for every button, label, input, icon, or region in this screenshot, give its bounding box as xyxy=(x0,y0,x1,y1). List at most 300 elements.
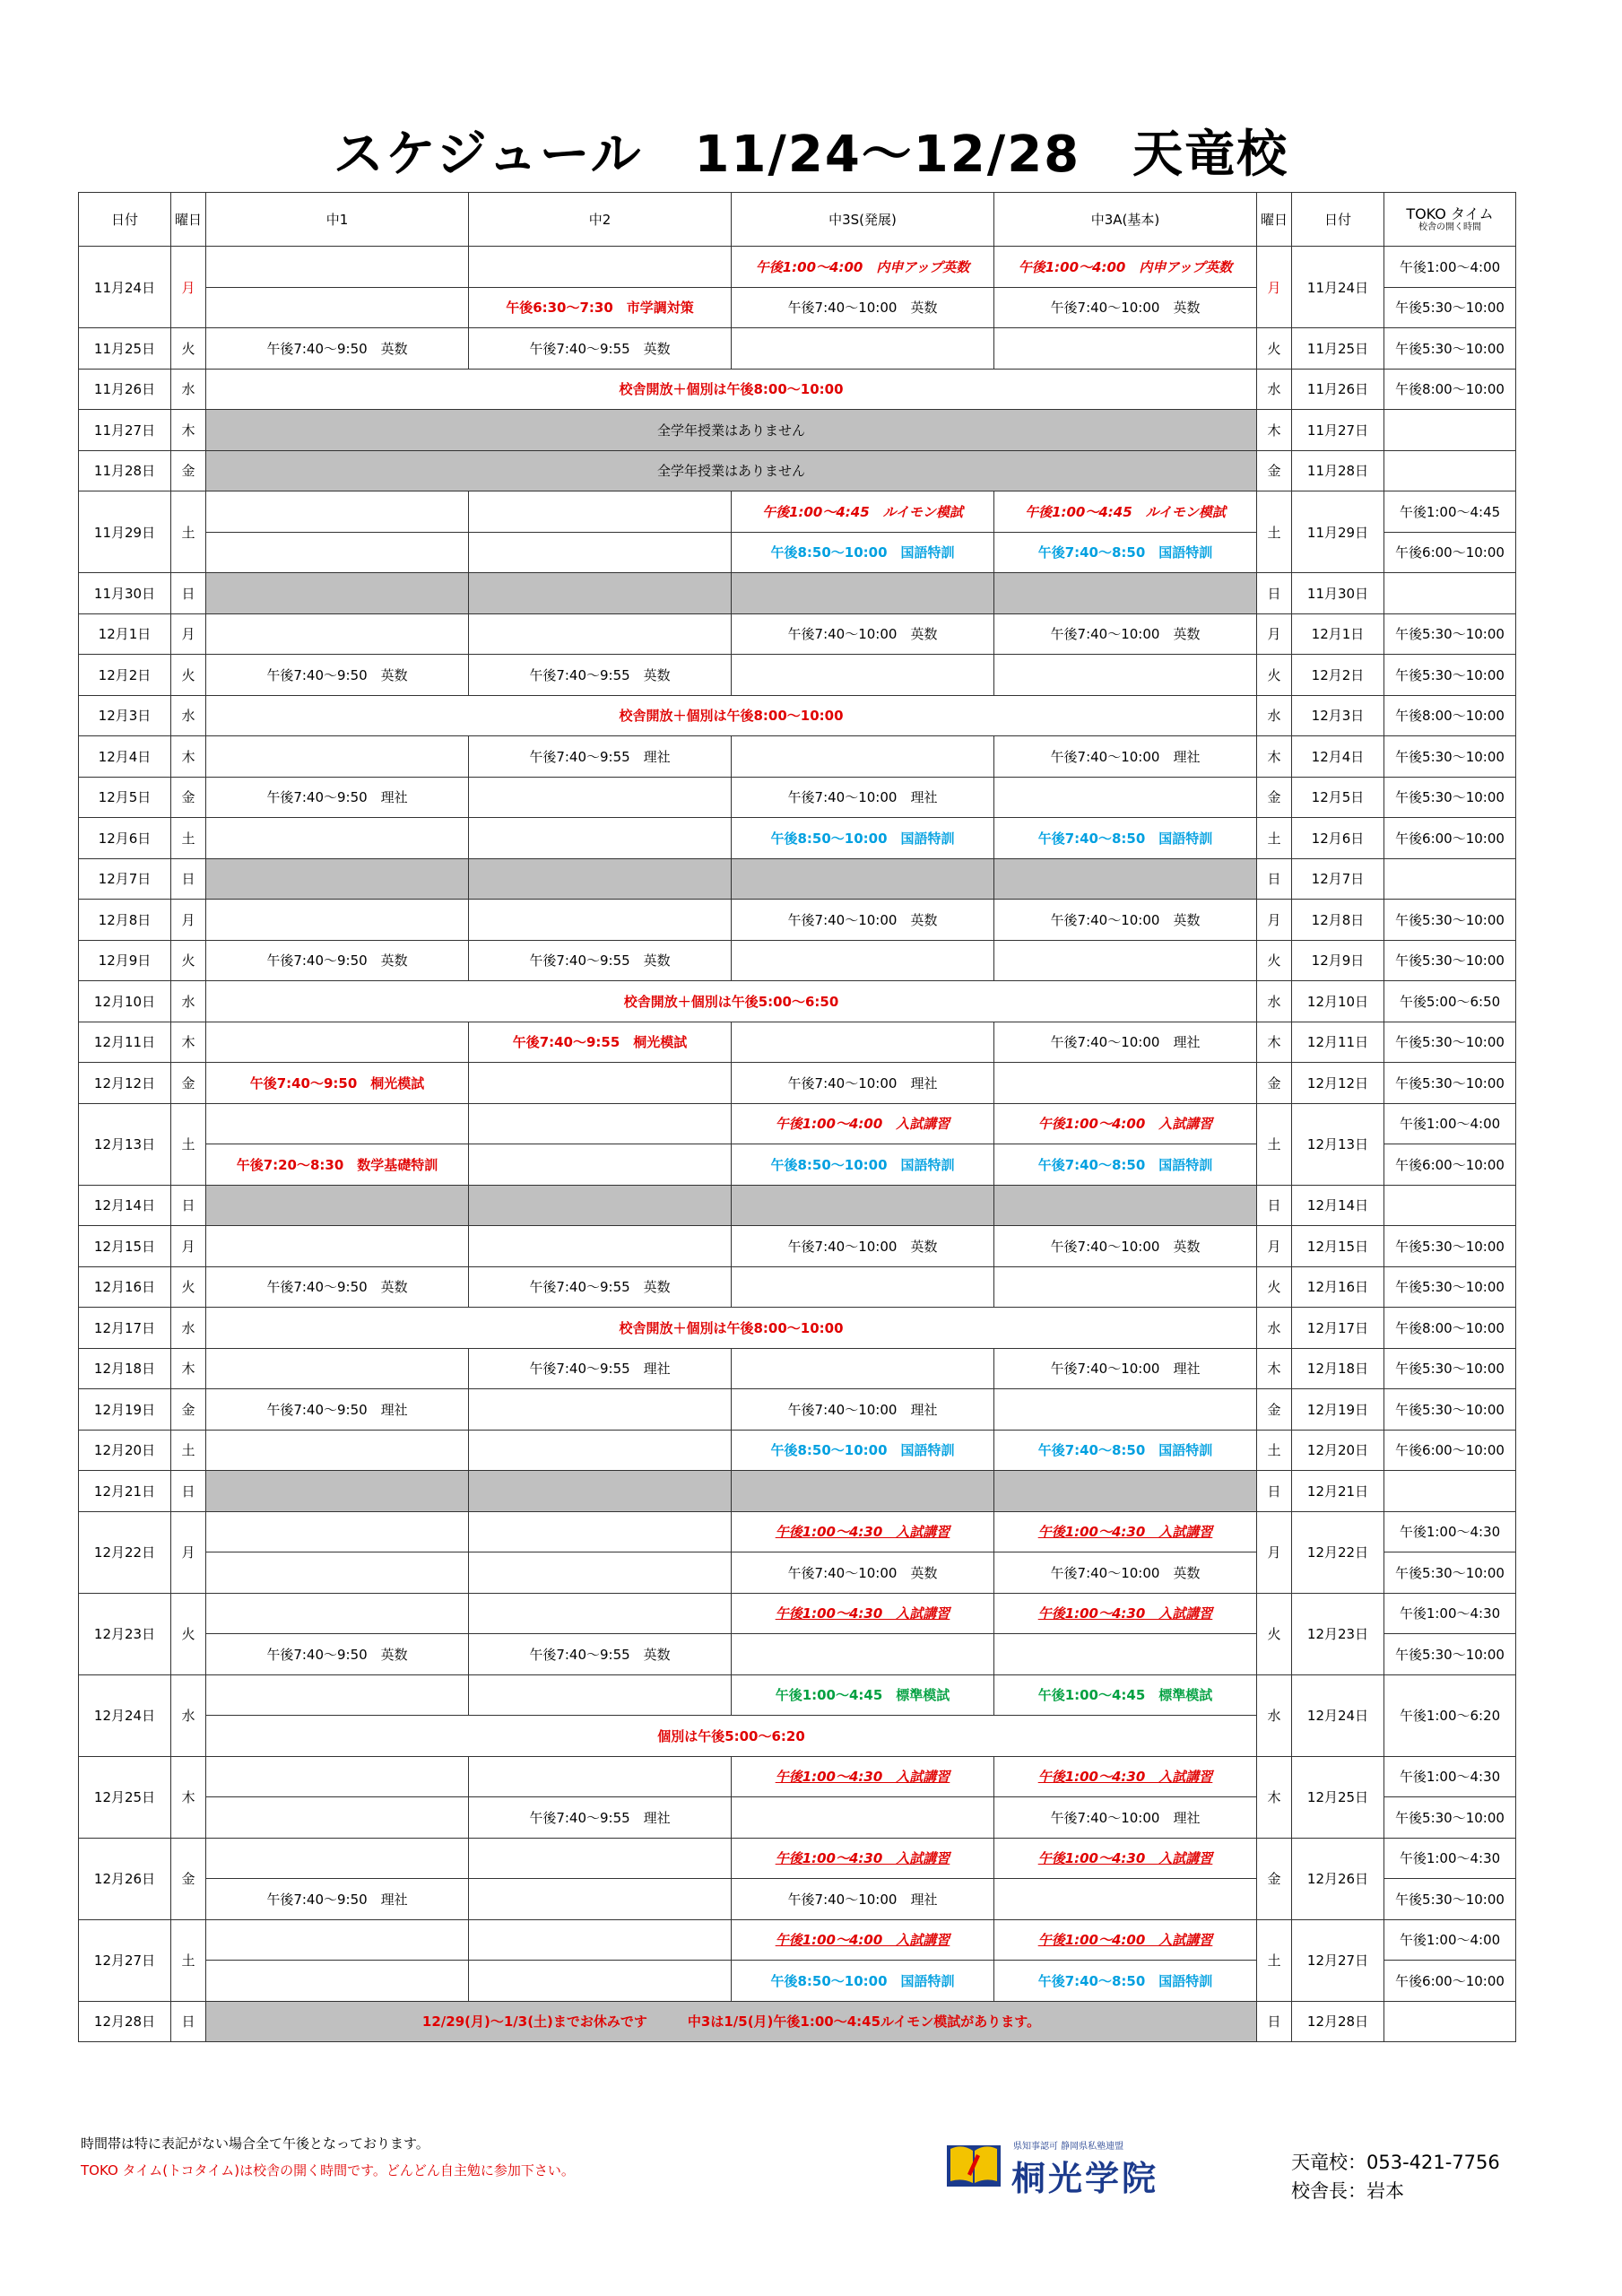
table-row xyxy=(79,613,1516,655)
date-cell: 11月25日 xyxy=(79,328,171,370)
weekday-cell: 水 xyxy=(171,1674,206,1756)
class-cell-grade3s xyxy=(732,655,994,696)
table-row xyxy=(79,1838,1516,1879)
toko-time-cell: 午後5:30〜10:00 xyxy=(1384,1389,1516,1431)
class-cell-grade2 xyxy=(469,328,732,370)
cell-text: 午後1:00〜4:00 内申アップ英数 xyxy=(1018,258,1233,275)
toko-time-cell: 午後1:00〜4:45 xyxy=(1384,491,1516,533)
class-cell-grade3s xyxy=(732,1389,994,1431)
class-cell-grade1 xyxy=(206,287,469,328)
weekday-cell: 水 xyxy=(171,695,206,736)
class-cell-grade1 xyxy=(206,1552,469,1594)
cell-text: 午後1:00〜4:30 入試講習 xyxy=(1037,1605,1213,1622)
class-cell-grade3a xyxy=(994,1593,1257,1634)
logo-tagline: 県知事認可 静岡県私塾連盟 xyxy=(1013,2142,1124,2152)
cell-text: 午後7:40〜10:00 英数 xyxy=(787,626,938,643)
class-cell-grade1 xyxy=(206,1756,469,1797)
toko-time-cell: 午後1:00〜4:30 xyxy=(1384,1511,1516,1552)
class-cell-grade1 xyxy=(206,613,469,655)
class-cell-grade1 xyxy=(206,1879,469,1920)
class-cell-grade3s xyxy=(732,1063,994,1104)
toko-time-cell: 午後8:00〜10:00 xyxy=(1384,369,1516,410)
weekday-cell: 火 xyxy=(171,1266,206,1308)
cell-text: 校舎開放＋個別は午後8:00〜10:00 xyxy=(619,708,844,725)
class-cell-grade3s xyxy=(732,1511,994,1552)
cell-text: 午後1:00〜4:30 入試講習 xyxy=(775,1769,950,1786)
class-cell-grade2 xyxy=(469,1266,732,1308)
class-cell-grade3s xyxy=(732,573,994,614)
class-cell-grade1 xyxy=(206,573,469,614)
toko-time-cell: 午後5:30〜10:00 xyxy=(1384,1552,1516,1594)
weekday-cell: 水 xyxy=(171,369,206,410)
weekday-cell-right: 木 xyxy=(1257,1348,1292,1389)
date-cell: 12月27日 xyxy=(79,1919,171,2001)
toko-time-cell: 午後5:30〜10:00 xyxy=(1384,655,1516,696)
weekday-cell-right: 金 xyxy=(1257,1063,1292,1104)
class-cell-grade2 xyxy=(469,1348,732,1389)
date-cell: 11月26日 xyxy=(79,369,171,410)
class-cell-grade1 xyxy=(206,491,469,533)
weekday-cell: 月 xyxy=(171,1226,206,1267)
date-cell: 11月30日 xyxy=(79,573,171,614)
date-cell-right: 12月17日 xyxy=(1292,1308,1384,1349)
class-cell-grade2 xyxy=(469,573,732,614)
class-cell-grade1 xyxy=(206,777,469,818)
date-cell-right: 11月25日 xyxy=(1292,328,1384,370)
class-cell-grade2 xyxy=(469,1185,732,1226)
toko-time-cell: 午後5:30〜10:00 xyxy=(1384,940,1516,981)
table-row xyxy=(79,410,1516,451)
toko-time-cell: 午後5:30〜10:00 xyxy=(1384,736,1516,778)
class-cell-grade1 xyxy=(206,1266,469,1308)
schedule-table xyxy=(78,192,1516,2042)
class-cell-grade3a xyxy=(994,736,1257,778)
table-row xyxy=(79,818,1516,859)
date-cell: 12月28日 xyxy=(79,2001,171,2042)
class-cell-grade1 xyxy=(206,1919,469,1961)
cell-text: 午後7:40〜9:55 英数 xyxy=(529,340,671,357)
weekday-cell: 月 xyxy=(171,613,206,655)
class-cell-grade3s xyxy=(732,1593,994,1634)
class-cell-grade3s xyxy=(732,736,994,778)
table-row xyxy=(79,328,1516,370)
cell-text: 午後1:00〜4:30 入試講習 xyxy=(775,1524,950,1541)
toko-title: TOKO タイム xyxy=(1406,204,1494,222)
class-cell-grade3s xyxy=(732,1797,994,1839)
date-cell-right: 11月30日 xyxy=(1292,573,1384,614)
date-cell: 12月17日 xyxy=(79,1308,171,1349)
date-cell-right: 12月13日 xyxy=(1292,1103,1384,1185)
toko-time-cell: 午後5:30〜10:00 xyxy=(1384,1348,1516,1389)
date-cell: 11月27日 xyxy=(79,410,171,451)
header-dow-right: 曜日 xyxy=(1257,193,1292,247)
toko-subtitle: 校舎の開く時間 xyxy=(1418,222,1481,232)
cell-text: 午後7:40〜10:00 英数 xyxy=(787,1238,938,1255)
class-cell-grade1 xyxy=(206,858,469,900)
toko-time-cell: 午後5:30〜10:00 xyxy=(1384,1022,1516,1063)
cell-text: 午後1:00〜4:30 入試講習 xyxy=(1037,1524,1213,1541)
class-cell-grade3a xyxy=(994,532,1257,573)
weekday-cell: 土 xyxy=(171,1430,206,1471)
table-row xyxy=(79,1919,1516,1961)
weekday-cell: 金 xyxy=(171,1389,206,1431)
toko-time-cell: 午後1:00〜6:20 xyxy=(1384,1674,1516,1756)
weekday-cell: 日 xyxy=(171,573,206,614)
date-cell-right: 12月5日 xyxy=(1292,777,1384,818)
cell-text: 校舎開放＋個別は午後8:00〜10:00 xyxy=(619,1319,844,1336)
contact-info xyxy=(1291,2148,1500,2205)
class-cell-grade2 xyxy=(469,1144,732,1186)
cell-text: 午後7:40〜9:50 理社 xyxy=(266,789,408,806)
class-cell-grade3a xyxy=(994,247,1257,288)
full-width-cell xyxy=(206,2001,1257,2042)
cell-text: 午後1:00〜4:00 入試講習 xyxy=(775,1932,950,1949)
date-cell: 12月25日 xyxy=(79,1756,171,1838)
toko-time-cell: 午後1:00〜4:00 xyxy=(1384,1919,1516,1961)
class-cell-grade1 xyxy=(206,900,469,941)
date-cell-right: 11月28日 xyxy=(1292,450,1384,491)
cell-text: 午後1:00〜4:45 ルイモン模試 xyxy=(762,503,963,520)
date-cell: 12月12日 xyxy=(79,1063,171,1104)
weekday-cell-right: 土 xyxy=(1257,491,1292,573)
weekday-cell: 木 xyxy=(171,1756,206,1838)
cell-text: 午後1:00〜4:45 標準模試 xyxy=(775,1687,950,1704)
full-width-cell xyxy=(206,410,1257,451)
date-cell-right: 12月11日 xyxy=(1292,1022,1384,1063)
date-cell: 12月24日 xyxy=(79,1674,171,1756)
header-row xyxy=(79,193,1516,247)
class-cell-grade3a xyxy=(994,1919,1257,1961)
weekday-cell: 日 xyxy=(171,1471,206,1512)
weekday-cell-right: 土 xyxy=(1257,1919,1292,2001)
weekday-cell-right: 水 xyxy=(1257,695,1292,736)
date-cell: 12月20日 xyxy=(79,1430,171,1471)
weekday-cell: 日 xyxy=(171,2001,206,2042)
class-cell-grade3s xyxy=(732,1552,994,1594)
cell-text: 午後7:40〜10:00 英数 xyxy=(787,911,938,928)
table-row xyxy=(79,1756,1516,1797)
class-cell-grade3s xyxy=(732,1838,994,1879)
table-row xyxy=(79,1226,1516,1267)
class-cell-grade3a xyxy=(994,1511,1257,1552)
full-width-cell xyxy=(206,369,1257,410)
date-cell: 12月15日 xyxy=(79,1226,171,1267)
date-cell: 12月26日 xyxy=(79,1838,171,1919)
class-cell-grade3a xyxy=(994,1063,1257,1104)
class-cell-grade3s xyxy=(732,1634,994,1675)
class-cell-grade1 xyxy=(206,818,469,859)
toko-time-cell: 午後1:00〜4:30 xyxy=(1384,1838,1516,1879)
class-cell-grade2 xyxy=(469,1022,732,1063)
class-cell-grade1 xyxy=(206,1471,469,1512)
cell-text: 午後8:50〜10:00 国語特訓 xyxy=(770,1972,955,1989)
cell-text: 午後7:40〜10:00 英数 xyxy=(1050,911,1201,928)
date-cell-right: 12月2日 xyxy=(1292,655,1384,696)
class-cell-grade2 xyxy=(469,1389,732,1431)
header-grade1: 中1 xyxy=(206,193,469,247)
class-cell-grade3s xyxy=(732,1756,994,1797)
class-cell-grade3s xyxy=(732,1266,994,1308)
toko-time-cell: 午後1:00〜4:30 xyxy=(1384,1756,1516,1797)
class-cell-grade2 xyxy=(469,532,732,573)
table-row xyxy=(79,1593,1516,1634)
toko-time-cell: 午後5:30〜10:00 xyxy=(1384,613,1516,655)
cell-text: 午後7:40〜9:55 理社 xyxy=(529,1809,671,1826)
date-cell-right: 12月15日 xyxy=(1292,1226,1384,1267)
weekday-cell: 金 xyxy=(171,1838,206,1919)
table-row xyxy=(79,1471,1516,1512)
class-cell-grade3a xyxy=(994,1022,1257,1063)
toko-time-cell: 午後1:00〜4:30 xyxy=(1384,1593,1516,1634)
table-row xyxy=(79,1266,1516,1308)
cell-text: 午後7:40〜9:55 英数 xyxy=(529,666,671,683)
toko-time-cell xyxy=(1384,2001,1516,2042)
class-cell-grade2 xyxy=(469,1430,732,1471)
header-dow: 曜日 xyxy=(171,193,206,247)
table-row xyxy=(79,1308,1516,1349)
cell-text: 午後8:50〜10:00 国語特訓 xyxy=(770,830,955,847)
cell-text: 午後7:40〜8:50 国語特訓 xyxy=(1037,1442,1213,1459)
cell-text: 午後1:00〜4:45 ルイモン模試 xyxy=(1025,503,1226,520)
class-cell-grade3s xyxy=(732,287,994,328)
cell-text: 午後1:00〜4:30 入試講習 xyxy=(775,1850,950,1867)
cell-text: 午後7:40〜10:00 理社 xyxy=(787,789,938,806)
class-cell-grade1 xyxy=(206,1961,469,2002)
weekday-cell: 木 xyxy=(171,736,206,778)
header-date-right: 日付 xyxy=(1292,193,1384,247)
full-width-cell xyxy=(206,450,1257,491)
date-cell-right: 12月23日 xyxy=(1292,1593,1384,1674)
cell-text: 午後1:00〜4:00 入試講習 xyxy=(1037,1932,1213,1949)
logo-name: 桐光学院 xyxy=(1011,2159,1159,2198)
cell-text: 午後1:00〜4:45 標準模試 xyxy=(1037,1687,1213,1704)
weekday-cell: 月 xyxy=(171,247,206,328)
toko-time-cell xyxy=(1384,410,1516,451)
class-cell-grade1 xyxy=(206,1838,469,1879)
cell-text: 午後7:40〜9:50 英数 xyxy=(266,1279,408,1296)
cell-text: 午後7:40〜9:50 桐光模試 xyxy=(249,1074,425,1091)
toko-time-cell: 午後5:30〜10:00 xyxy=(1384,287,1516,328)
toko-time-cell: 午後1:00〜4:00 xyxy=(1384,247,1516,288)
toko-time-cell: 午後8:00〜10:00 xyxy=(1384,695,1516,736)
cell-text: 午後7:20〜8:30 数学基礎特訓 xyxy=(236,1156,438,1173)
class-cell-grade2 xyxy=(469,491,732,533)
class-cell-grade2 xyxy=(469,900,732,941)
date-cell-right: 12月12日 xyxy=(1292,1063,1384,1104)
weekday-cell-right: 月 xyxy=(1257,247,1292,328)
date-cell: 12月6日 xyxy=(79,818,171,859)
toko-time-cell: 午後5:30〜10:00 xyxy=(1384,1879,1516,1920)
class-cell-grade3a xyxy=(994,818,1257,859)
weekday-cell-right: 火 xyxy=(1257,940,1292,981)
full-width-cell xyxy=(206,695,1257,736)
date-cell-right: 11月29日 xyxy=(1292,491,1384,573)
cell-text: 午後7:40〜9:50 理社 xyxy=(266,1891,408,1908)
toko-time-cell xyxy=(1384,450,1516,491)
cell-text: 午後7:40〜10:00 理社 xyxy=(787,1891,938,1908)
toko-time-cell: 午後5:30〜10:00 xyxy=(1384,900,1516,941)
weekday-cell-right: 月 xyxy=(1257,613,1292,655)
table-row xyxy=(79,573,1516,614)
table-row xyxy=(79,1348,1516,1389)
cell-text: 午後7:40〜9:50 理社 xyxy=(266,1401,408,1418)
page-title: スケジュール 11/24〜12/28 天竜校 xyxy=(333,126,1289,184)
class-cell-grade2 xyxy=(469,736,732,778)
table-row xyxy=(79,1022,1516,1063)
table-row xyxy=(79,940,1516,981)
toko-time-cell: 午後5:30〜10:00 xyxy=(1384,1063,1516,1104)
class-cell-grade2 xyxy=(469,858,732,900)
class-cell-grade3a xyxy=(994,1838,1257,1879)
weekday-cell: 木 xyxy=(171,410,206,451)
class-cell-grade1 xyxy=(206,1348,469,1389)
class-cell-grade2 xyxy=(469,1879,732,1920)
table-row xyxy=(79,1063,1516,1104)
date-cell-right: 12月7日 xyxy=(1292,858,1384,900)
header-grade2: 中2 xyxy=(469,193,732,247)
footer-note-toko: TOKO タイム(トコタイム)は校舎の開く時間です。どんどん自主勉に参加下さい。 xyxy=(81,2162,575,2179)
table-row xyxy=(79,2001,1516,2042)
date-cell-right: 12月25日 xyxy=(1292,1756,1384,1838)
weekday-cell-right: 木 xyxy=(1257,736,1292,778)
toko-time-cell: 午後5:30〜10:00 xyxy=(1384,1797,1516,1839)
class-cell-grade3a xyxy=(994,1103,1257,1144)
class-cell-grade3a xyxy=(994,1552,1257,1594)
class-cell-grade3s xyxy=(732,491,994,533)
table-row xyxy=(79,491,1516,533)
cell-text: 午後7:40〜9:50 英数 xyxy=(266,340,408,357)
class-cell-grade1 xyxy=(206,1674,469,1716)
weekday-cell: 日 xyxy=(171,1185,206,1226)
class-cell-grade3a xyxy=(994,1348,1257,1389)
toko-time-cell: 午後6:00〜10:00 xyxy=(1384,1144,1516,1186)
toko-time-cell: 午後5:30〜10:00 xyxy=(1384,328,1516,370)
class-cell-grade2 xyxy=(469,1797,732,1839)
cell-text: 午後7:40〜9:50 英数 xyxy=(266,666,408,683)
weekday-cell: 土 xyxy=(171,818,206,859)
weekday-cell-right: 月 xyxy=(1257,1511,1292,1593)
class-cell-grade3s xyxy=(732,858,994,900)
table-row xyxy=(79,1430,1516,1471)
table-row xyxy=(79,1103,1516,1144)
cell-text: 12/29(月)〜1/3(土)までお休みです 中3は1/5(月)午後1:00〜4:45ルイモン模試があります。 xyxy=(421,2013,1041,2031)
weekday-cell-right: 水 xyxy=(1257,1674,1292,1756)
table-row xyxy=(79,1185,1516,1226)
weekday-cell-right: 土 xyxy=(1257,1430,1292,1471)
table-row xyxy=(79,247,1516,288)
class-cell-grade3a xyxy=(994,1756,1257,1797)
class-cell-grade3a xyxy=(994,940,1257,981)
class-cell-grade3a xyxy=(994,1266,1257,1308)
class-cell-grade3s xyxy=(732,1185,994,1226)
date-cell-right: 12月16日 xyxy=(1292,1266,1384,1308)
footer-note-time: 時間帯は特に表記がない場合全て午後となっております。 xyxy=(81,2135,429,2152)
class-cell-grade3a xyxy=(994,1185,1257,1226)
date-cell-right: 11月24日 xyxy=(1292,247,1384,328)
class-cell-grade1 xyxy=(206,1511,469,1552)
cell-text: 午後7:40〜10:00 理社 xyxy=(1050,748,1201,765)
class-cell-grade3s xyxy=(732,940,994,981)
school-principal: 校舎長：岩本 xyxy=(1291,2180,1404,2202)
class-cell-grade2 xyxy=(469,1756,732,1797)
class-cell-grade3s xyxy=(732,1919,994,1961)
class-cell-grade3s xyxy=(732,1879,994,1920)
class-cell-grade1 xyxy=(206,1185,469,1226)
class-cell-grade1 xyxy=(206,1144,469,1186)
class-cell-grade3a xyxy=(994,1389,1257,1431)
weekday-cell-right: 火 xyxy=(1257,1266,1292,1308)
class-cell-grade2 xyxy=(469,1471,732,1512)
cell-text: 午後7:40〜9:55 英数 xyxy=(529,952,671,970)
class-cell-grade3a xyxy=(994,573,1257,614)
weekday-cell: 水 xyxy=(171,981,206,1022)
date-cell-right: 12月27日 xyxy=(1292,1919,1384,2001)
weekday-cell: 月 xyxy=(171,900,206,941)
toko-time-cell xyxy=(1384,858,1516,900)
table-row xyxy=(79,655,1516,696)
date-cell-right: 12月8日 xyxy=(1292,900,1384,941)
cell-text: 午後7:40〜10:00 英数 xyxy=(1050,626,1201,643)
class-cell-grade1 xyxy=(206,247,469,288)
class-cell-grade1 xyxy=(206,1634,469,1675)
class-cell-grade3a xyxy=(994,777,1257,818)
cell-text: 午後7:40〜10:00 英数 xyxy=(1050,1564,1201,1581)
date-cell: 12月10日 xyxy=(79,981,171,1022)
table-row xyxy=(79,981,1516,1022)
class-cell-grade2 xyxy=(469,287,732,328)
date-cell-right: 12月28日 xyxy=(1292,2001,1384,2042)
header-date: 日付 xyxy=(79,193,171,247)
class-cell-grade3a xyxy=(994,1430,1257,1471)
toko-time-cell: 午後6:00〜10:00 xyxy=(1384,818,1516,859)
weekday-cell-right: 日 xyxy=(1257,1185,1292,1226)
class-cell-grade2 xyxy=(469,1674,732,1716)
cell-text: 午後7:40〜10:00 理社 xyxy=(787,1401,938,1418)
toko-time-cell: 午後5:30〜10:00 xyxy=(1384,1226,1516,1267)
cell-text: 午後7:40〜8:50 国語特訓 xyxy=(1037,544,1213,561)
date-cell-right: 12月6日 xyxy=(1292,818,1384,859)
cell-text: 午後1:00〜4:00 入試講習 xyxy=(775,1116,950,1133)
class-cell-grade3s xyxy=(732,247,994,288)
date-cell: 12月3日 xyxy=(79,695,171,736)
weekday-cell: 土 xyxy=(171,1919,206,2001)
cell-text: 午後7:40〜10:00 理社 xyxy=(787,1074,938,1091)
weekday-cell: 土 xyxy=(171,491,206,573)
weekday-cell-right: 土 xyxy=(1257,1103,1292,1185)
class-cell-grade2 xyxy=(469,940,732,981)
cell-text: 午後7:40〜10:00 英数 xyxy=(1050,300,1201,317)
date-cell: 11月24日 xyxy=(79,247,171,328)
cell-text: 午後1:00〜4:30 入試講習 xyxy=(775,1605,950,1622)
school-logo xyxy=(946,2138,1193,2198)
cell-text: 午後8:50〜10:00 国語特訓 xyxy=(770,544,955,561)
date-cell: 12月23日 xyxy=(79,1593,171,1674)
class-cell-grade3s xyxy=(732,328,994,370)
date-cell: 12月5日 xyxy=(79,777,171,818)
table-row xyxy=(79,1674,1516,1716)
class-cell-grade2 xyxy=(469,818,732,859)
cell-text: 午後7:40〜9:55 理社 xyxy=(529,1361,671,1378)
date-cell: 12月21日 xyxy=(79,1471,171,1512)
date-cell-right: 12月22日 xyxy=(1292,1511,1384,1593)
weekday-cell-right: 月 xyxy=(1257,1226,1292,1267)
date-cell-right: 12月24日 xyxy=(1292,1674,1384,1756)
weekday-cell: 土 xyxy=(171,1103,206,1185)
cell-text: 全学年授業はありません xyxy=(656,463,805,480)
date-cell-right: 11月26日 xyxy=(1292,369,1384,410)
weekday-cell: 日 xyxy=(171,858,206,900)
date-cell: 12月8日 xyxy=(79,900,171,941)
